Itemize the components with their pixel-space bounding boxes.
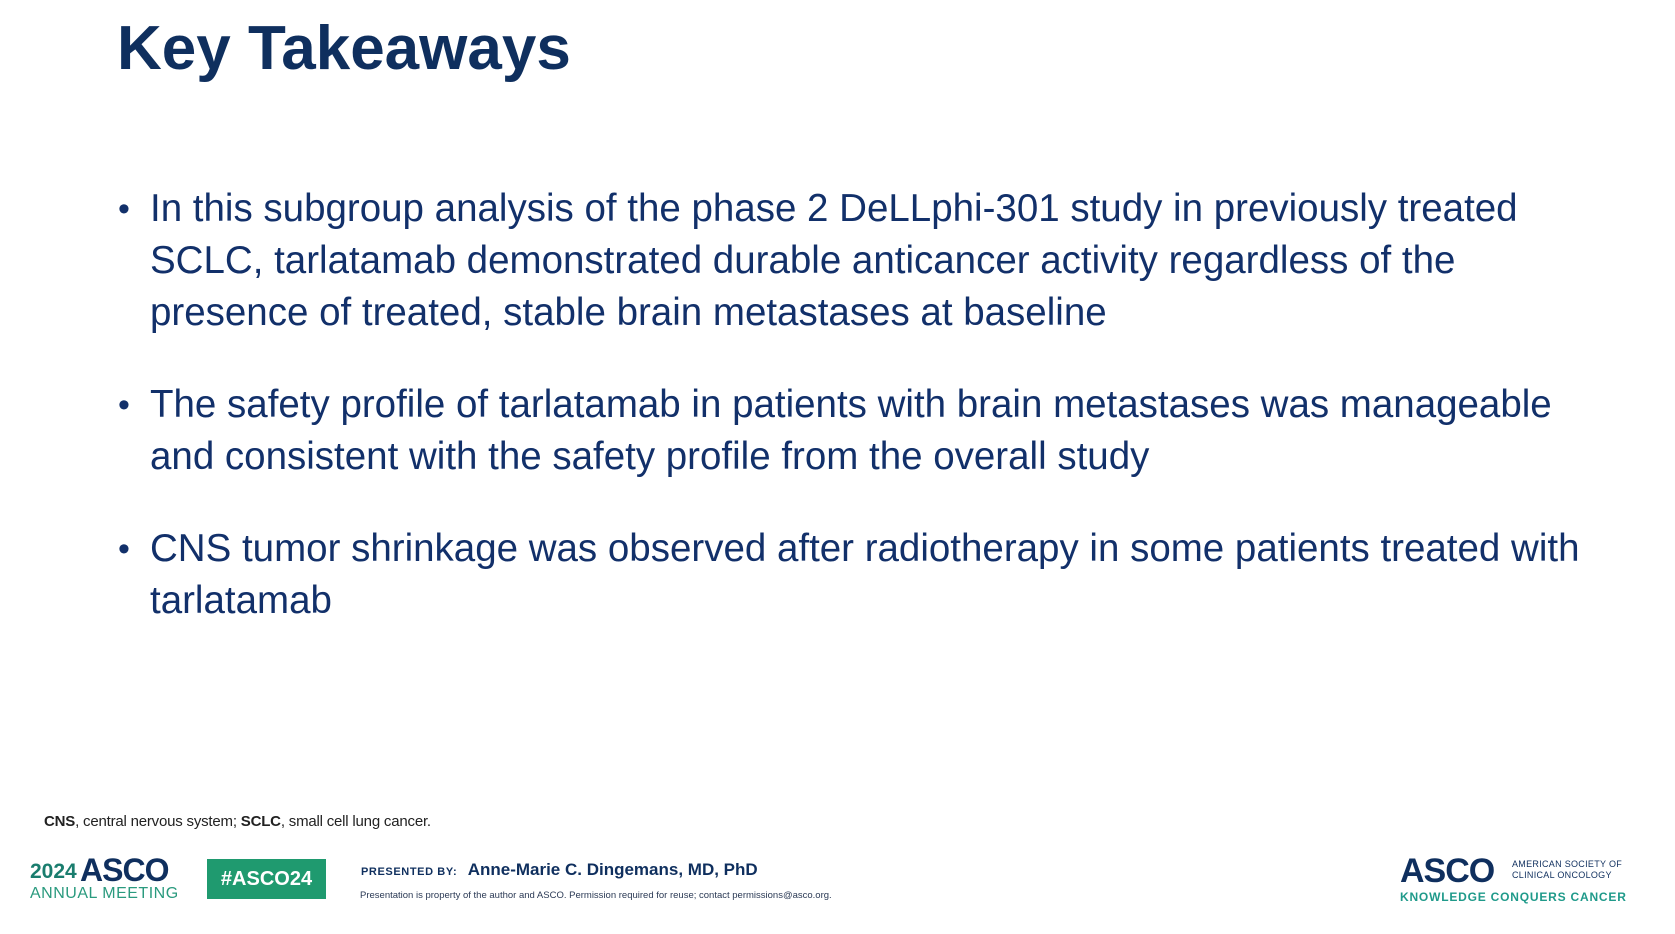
hashtag-badge: #ASCO24 — [207, 859, 326, 899]
bullet-text: In this subgroup analysis of the phase 2 DeLLphi-301 study in previously treated SCLC, tarlatamab demonstrated durable anticancer activity regardless of the presence of treated, stable brain metastases at baseline — [150, 187, 1518, 334]
meeting-subtitle: ANNUAL MEETING — [30, 885, 179, 902]
meeting-year: 2024 — [30, 860, 77, 883]
bullet-text: The safety profile of tarlatamab in patients with brain metastases was manageable and consistent with the safety profile from the overall study — [150, 383, 1552, 478]
bullet-icon: • — [118, 530, 130, 568]
presenter-name: Anne-Marie C. Dingemans, MD, PhD — [467, 860, 758, 879]
footnote-def-cns: , central nervous system; — [75, 813, 241, 830]
presenter-credit — [361, 860, 758, 880]
list-item — [118, 183, 1618, 339]
footnote-abbr-cns: CNS — [44, 813, 76, 830]
list-item — [118, 379, 1618, 483]
society-name — [1512, 859, 1622, 881]
footnote-abbr-sclc: SCLC — [240, 813, 281, 830]
footnote-def-sclc: , small cell lung cancer. — [280, 813, 431, 830]
bullet-text: CNS tumor shrinkage was observed after radiotherapy in some patients treated with tarlatamab — [150, 527, 1580, 622]
bullet-icon: • — [118, 190, 130, 228]
slide-title: Key Takeaways — [117, 14, 571, 83]
abbreviations-footnote — [44, 813, 431, 830]
society-tagline: KNOWLEDGE CONQUERS CANCER — [1400, 890, 1627, 904]
list-item — [118, 523, 1618, 627]
bullet-icon: • — [118, 386, 130, 424]
asco-society-logo — [1400, 852, 1630, 904]
society-brand: ASCO — [1400, 852, 1495, 890]
society-name-line1: AMERICAN SOCIETY OF — [1512, 859, 1623, 869]
society-name-line2: CLINICAL ONCOLOGY — [1512, 870, 1612, 880]
presented-by-label: PRESENTED BY: — [361, 866, 458, 878]
copyright-disclaimer: Presentation is property of the author and ASCO. Permission required for reuse; contact permissions@asco.org. — [360, 890, 832, 901]
takeaways-list — [118, 183, 1618, 667]
meeting-brand: ASCO — [80, 852, 169, 888]
asco-annual-meeting-logo — [30, 852, 180, 904]
